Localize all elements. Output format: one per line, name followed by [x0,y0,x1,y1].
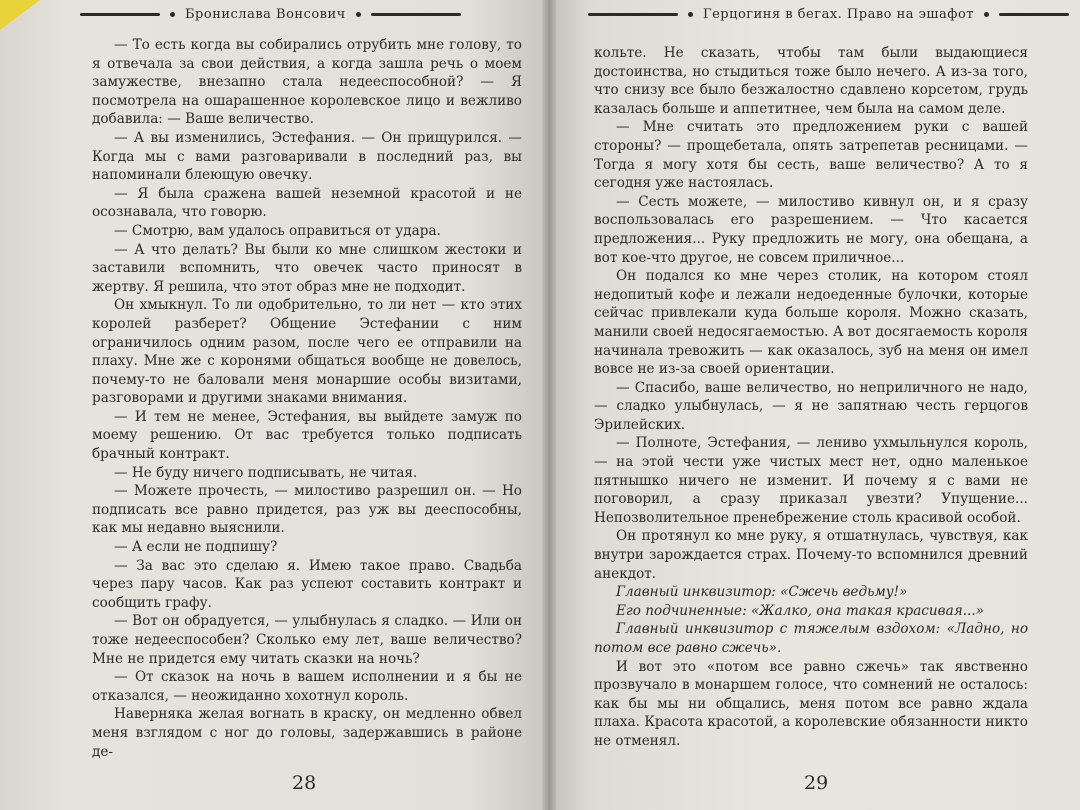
paragraph: — А вы изменились, Эстефания. — Он прищурился. — Когда мы с вами разговаривали в последний раз, вы напоминали блеющую овечку. [92,129,522,184]
left-running-head [80,4,461,24]
paragraph: — За вас это сделаю я. Имею такое право. Свадьба через пару часов. Как раз успеют составить контракт и сообщить графу. [92,557,522,611]
head-dot [984,12,989,17]
left-page-text [92,36,522,761]
paragraph: кольте. Не сказать, чтобы там были выдающиеся достоинства, но стыдиться тоже было нечего. А из-за того, что снизу все было безжалостно сдавлено корсетом, грудь казалась больше и аппетитнее, чем была на самом деле. [594,45,1028,117]
paragraph: Он протянул ко мне руку, я отшатнулась, чувствуя, как внутри зарождается страх. Почему-то вспомнился древний анекдот. [594,528,1028,582]
head-rule-left [588,13,678,16]
paragraph: — А что делать? Вы были ко мне слишком жестоки и заставили вспомнить, что овечек часто приносят в жертву. Я решила, что этот образ мне не подходит. [92,241,522,295]
paragraph: Главный инквизитор: «Сжечь ведьму!» [616,584,908,601]
paragraph: Главный инквизитор с тяжелым вздохом: «Ладно, но потом все равно сжечь». [594,621,1028,656]
paragraph: — Можете прочесть, — милостиво разрешил он. — Но подписать все равно придется, раз уж вы дееспособны, как мы недавно выяснили. [92,483,522,537]
paragraph: — То есть когда вы собирались отрубить мне голову, то я отвечала за свои действия, а когда зашла речь о моем замужестве, внезапно стала недееспособной? — Я посмотрела на ошарашенное королевское лицо и вежливо добавила: — Ваше величество. [92,37,522,128]
head-rule-right [371,13,461,16]
paragraph: — Не буду ничего подписывать, не читая. [114,464,418,481]
paragraph: — Я была сражена вашей неземной красотой и не осознавала, что говорю. [92,185,522,221]
head-dot [688,12,693,17]
head-rule-left [80,13,160,16]
paragraph: Он хмыкнул. То ли одобрительно, то ли нет — кто этих королей разберет? Общение Эстефании с ним ограничилось одним разом, после чего ее отправили на плаху. Мне же с коронями общаться вообще не довелось, почему-то не баловали меня монаршие особы визитами, разговорами и другими знаками внимания. [92,297,522,407]
paragraph: Он подался ко мне через столик, на котором стоял недопитый кофе и лежали недоеденные булочки, которые сейчас привлекали куда больше короля. Можно сказать, манили своей недосягаемостью. А вот досягаемость короля начинала тревожить — как оказалось, зуб на меня он имел вовсе не из-за своей ориентации. [594,268,1028,378]
paragraph: — И тем не менее, Эстефания, вы выйдете замуж по моему решению. От вас требуется только подписать брачный контракт. [92,408,522,463]
paragraph: — Вот он обрадуется, — улыбнулась я сладко. — Или он тоже недееспособен? Сколько ему лет, ваше величество? Мне не придется ему читать сказки на ночь? [92,613,522,667]
book-title: Герцогиня в бегах. Право на эшафот [703,6,974,22]
paragraph: — Спасибо, ваше величество, но неприличного не надо, — сладко улыбнулась, — я не запятнаю честь герцогов Эрилейских. [594,379,1028,433]
head-rule-right [999,13,1069,16]
paragraph: И вот это «потом все равно сжечь» так явственно прозвучало в монаршем голосе, что сомнений не осталось: как бы мы ни общались, меня потом все равно ждала плаха. Красота красотой, а королевские обязанности никто не отменял. [594,658,1028,749]
right-page [548,0,1080,810]
paragraph: — Сесть можете, — милостиво кивнул он, и я сразу воспользовалась его разрешением. — Что касается предложения... Руку предложить не могу, она обещана, а вот кое-что другое, не совсем приличное... [594,193,1028,266]
paragraph: — Смотрю, вам удалось оправиться от удара. [114,222,441,239]
paragraph: — Полноте, Эстефания, — лениво ухмыльнулся король, — на этой чести уже чистых мест нет, одно маленькое пятнышко ничего не изменит. И почему я с вами не поговорил, а сразу приказал увезти? Упущение... Непозволительное пренебрежение столь красивой особой. [594,435,1028,526]
paragraph: — А если не подпишу? [114,539,278,556]
left-page-number: 28 [292,772,317,794]
paragraph: — Мне считать это предложением руки с вашей стороны? — прощебетала, опять затрепетав ресницами. — Тогда я могу хотя бы сесть, ваше величество? А то я сегодня уже настоялась. [594,119,1028,192]
head-dot [170,12,175,17]
right-running-head [588,4,1069,24]
paragraph: — От сказок на ночь в вашем исполнении и я бы не отказался, — неожиданно хохотнул король. [92,669,522,704]
right-page-text [594,44,1028,751]
author-name: Бронислава Вонсович [185,6,346,22]
book-spine [542,0,556,810]
right-page-number: 29 [804,772,829,794]
paragraph: Его подчиненные: «Жалко, она такая красивая...» [616,602,984,619]
paragraph: Наверняка желая вогнать в краску, он медленно обвел меня взглядом с ног до головы, задержавшись в районе де- [92,706,522,760]
head-dot [356,12,361,17]
